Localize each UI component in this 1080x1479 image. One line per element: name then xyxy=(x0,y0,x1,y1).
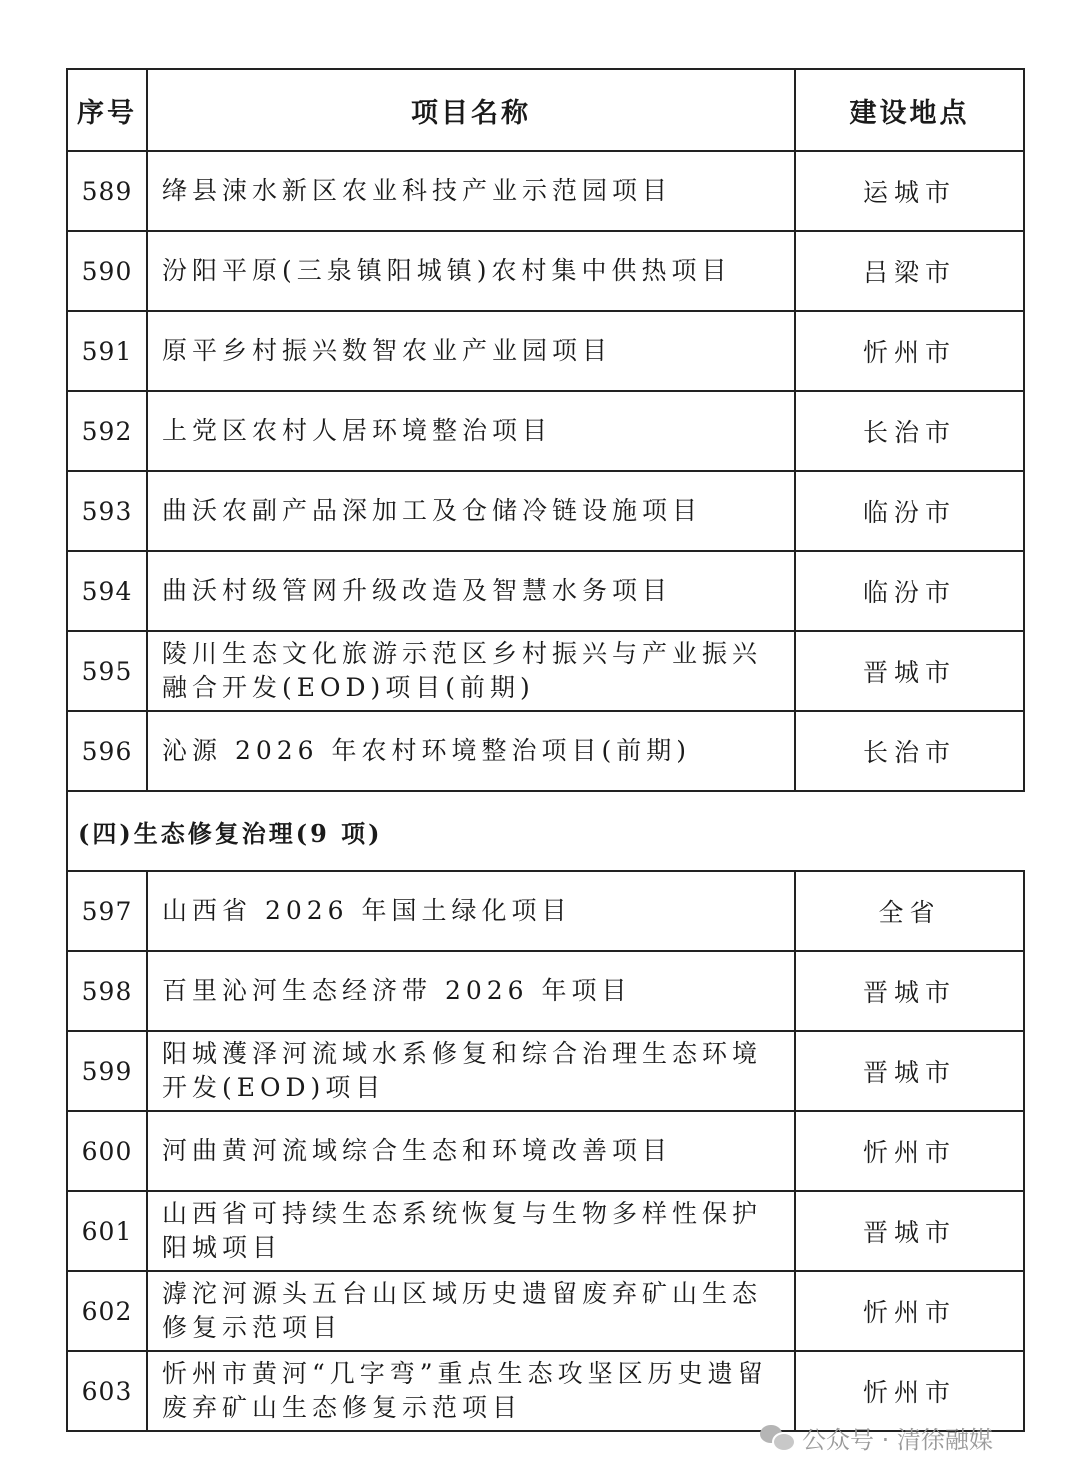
row-location: 全省 xyxy=(795,871,1024,951)
row-number: 592 xyxy=(67,391,147,471)
table-row xyxy=(67,551,1024,631)
table-row xyxy=(67,311,1024,391)
row-location: 晋城市 xyxy=(795,1191,1024,1271)
row-project-name: 原平乡村振兴数智农业产业园项目 xyxy=(147,311,795,391)
row-project-name: 山西省可持续生态系统恢复与生物多样性保护阳城项目 xyxy=(147,1191,795,1271)
row-project-name: 阳城濩泽河流域水系修复和综合治理生态环境开发(EOD)项目 xyxy=(147,1031,795,1111)
table-row xyxy=(67,871,1024,951)
section-row xyxy=(67,791,1024,871)
row-number: 599 xyxy=(67,1031,147,1111)
row-number: 598 xyxy=(67,951,147,1031)
row-number: 589 xyxy=(67,151,147,231)
table-row xyxy=(67,951,1024,1031)
row-location: 长治市 xyxy=(795,711,1024,791)
table-row xyxy=(67,151,1024,231)
row-location: 忻州市 xyxy=(795,311,1024,391)
row-project-name: 沁源 2026 年农村环境整治项目(前期) xyxy=(147,711,795,791)
table-row xyxy=(67,1271,1024,1351)
row-number: 590 xyxy=(67,231,147,311)
table-row xyxy=(67,391,1024,471)
watermark-text: 公众号 · 清徐融媒 xyxy=(802,1425,993,1454)
row-project-name: 曲沃农副产品深加工及仓储冷链设施项目 xyxy=(147,471,795,551)
row-location: 晋城市 xyxy=(795,951,1024,1031)
row-number: 602 xyxy=(67,1271,147,1351)
row-number: 601 xyxy=(67,1191,147,1271)
project-table xyxy=(66,68,1025,1432)
row-location: 长治市 xyxy=(795,391,1024,471)
row-project-name: 忻州市黄河“几字弯”重点生态攻坚区历史遗留废弃矿山生态修复示范项目 xyxy=(147,1351,795,1431)
table-row xyxy=(67,1031,1024,1111)
table-row xyxy=(67,231,1024,311)
row-location: 忻州市 xyxy=(795,1271,1024,1351)
table-row xyxy=(67,1191,1024,1271)
row-location: 运城市 xyxy=(795,151,1024,231)
header-location: 建设地点 xyxy=(795,69,1024,151)
row-location: 忻州市 xyxy=(795,1111,1024,1191)
header-project-name: 项目名称 xyxy=(147,69,795,151)
wechat-icon xyxy=(760,1423,794,1451)
row-project-name: 滹沱河源头五台山区域历史遗留废弃矿山生态修复示范项目 xyxy=(147,1271,795,1351)
row-number: 591 xyxy=(67,311,147,391)
row-location: 吕梁市 xyxy=(795,231,1024,311)
row-location: 临汾市 xyxy=(795,551,1024,631)
table-header xyxy=(67,69,1024,151)
row-location: 忻州市 xyxy=(795,1351,1024,1431)
section-title: (四)生态修复治理(9 项) xyxy=(67,791,1024,871)
row-number: 597 xyxy=(67,871,147,951)
table-row xyxy=(67,471,1024,551)
table-row xyxy=(67,711,1024,791)
row-number: 603 xyxy=(67,1351,147,1431)
row-number: 595 xyxy=(67,631,147,711)
table-row xyxy=(67,1111,1024,1191)
watermark xyxy=(760,1420,993,1454)
row-project-name: 曲沃村级管网升级改造及智慧水务项目 xyxy=(147,551,795,631)
row-project-name: 汾阳平原(三泉镇阳城镇)农村集中供热项目 xyxy=(147,231,795,311)
row-project-name: 上党区农村人居环境整治项目 xyxy=(147,391,795,471)
row-project-name: 绛县涑水新区农业科技产业示范园项目 xyxy=(147,151,795,231)
row-location: 晋城市 xyxy=(795,1031,1024,1111)
row-project-name: 河曲黄河流域综合生态和环境改善项目 xyxy=(147,1111,795,1191)
table-row xyxy=(67,631,1024,711)
row-project-name: 百里沁河生态经济带 2026 年项目 xyxy=(147,951,795,1031)
row-number: 596 xyxy=(67,711,147,791)
row-project-name: 陵川生态文化旅游示范区乡村振兴与产业振兴融合开发(EOD)项目(前期) xyxy=(147,631,795,711)
row-location: 晋城市 xyxy=(795,631,1024,711)
row-number: 593 xyxy=(67,471,147,551)
row-number: 600 xyxy=(67,1111,147,1191)
row-location: 临汾市 xyxy=(795,471,1024,551)
header-number: 序号 xyxy=(67,69,147,151)
row-project-name: 山西省 2026 年国土绿化项目 xyxy=(147,871,795,951)
row-number: 594 xyxy=(67,551,147,631)
